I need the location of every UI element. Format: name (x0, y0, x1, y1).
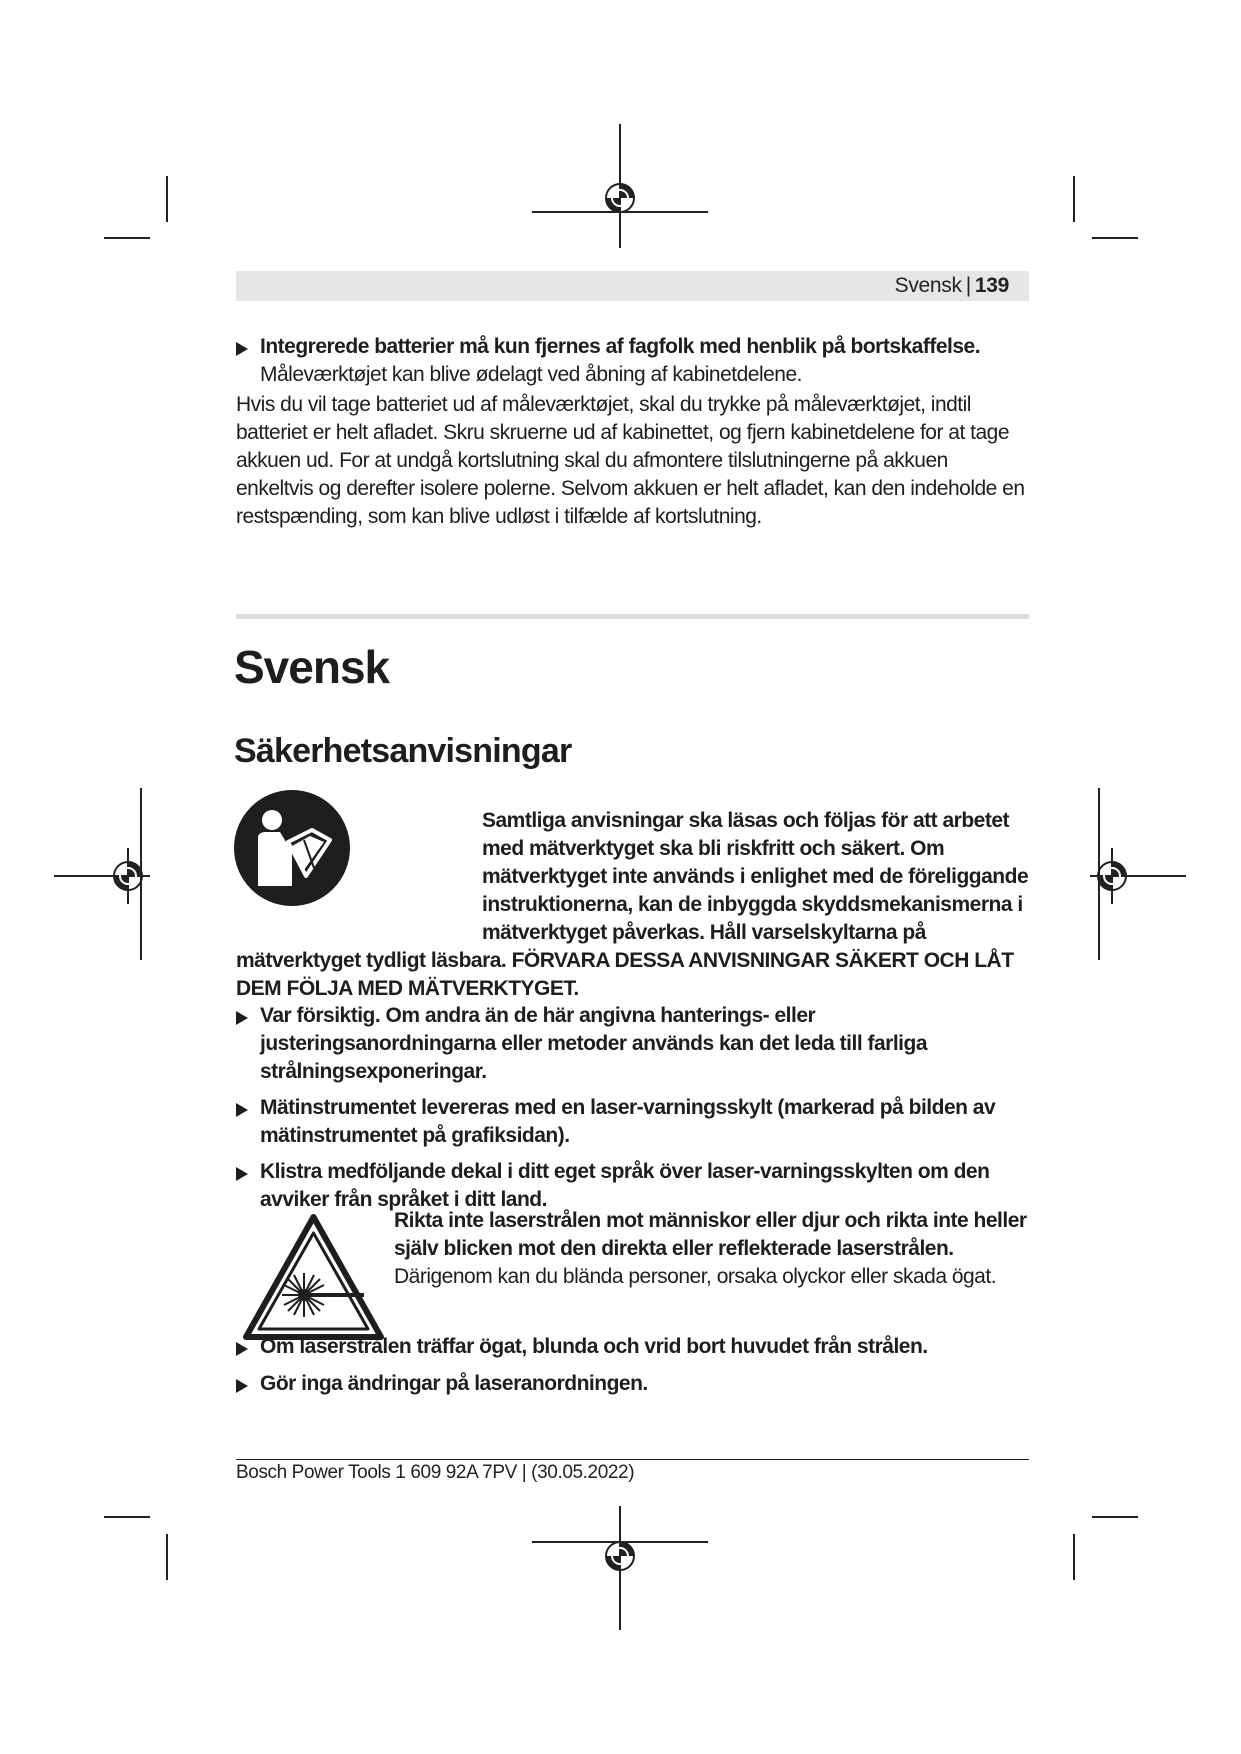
bullet-triangle-icon (236, 1379, 248, 1393)
laser-warning-bold: Rikta inte laserstrålen mot människor eller djur och rikta inte heller själv blicken mot den direkta eller reflekterade laserstrålen. (394, 1209, 1027, 1260)
crop-mark (166, 1534, 168, 1580)
footer-text: Bosch Power Tools 1 609 92A 7PV | (30.05.2022) (236, 1462, 635, 1483)
page-header (236, 271, 1029, 301)
crop-mark (1092, 237, 1138, 239)
bullet-triangle-icon (236, 1103, 248, 1117)
swedish-bullet-text: Om laserstrålen träffar ögat, blunda och vrid bort huvudet från strålen. (260, 1335, 928, 1358)
footer-rule (236, 1459, 1029, 1460)
crop-mark (104, 1516, 150, 1518)
swedish-bullet (236, 1158, 1029, 1214)
laser-warning-text (394, 1207, 1034, 1291)
swedish-intro-text: Samtliga anvisningar ska läsas och följas för att arbetet med mätverktyget ska bli riskfritt och säkert. Om mätverktyget inte används i enlighet med de föreliggande instruktionerna, kan de inbyggda skyddsmekanismerna i mätverktyget påverkas. Håll varselskyltarna på mätverktyget tydligt läsbara. FÖRVARA DESSA ANVISNINGAR SÄKERT OCH LÅT DEM FÖLJA MED MÄTVERKTYGET. (236, 809, 1029, 1000)
danish-bullet-rest: Måleværktøjet kan blive ødelagt ved åbning af kabinetdelene. (260, 363, 803, 386)
crop-mark (166, 176, 168, 222)
registration-mark-icon (532, 124, 708, 254)
bullet-triangle-icon (236, 1342, 248, 1356)
swedish-bullet (236, 1333, 1029, 1361)
bullet-triangle-icon (236, 1167, 248, 1181)
swedish-bullet-text: Mätinstrumentet levereras med en laser-varningsskylt (markerad på bilden av mätinstrumentet på grafiksidan). (260, 1096, 996, 1147)
registration-mark-icon (532, 1500, 708, 1630)
crop-mark (1092, 1516, 1138, 1518)
header-separator: | (965, 274, 971, 297)
laser-warning-rest: Därigenom kan du blända personer, orsaka olyckor eller skada ögat. (394, 1265, 997, 1288)
registration-mark-icon (1090, 842, 1186, 910)
bullet-triangle-icon (236, 1011, 248, 1025)
registration-mark-icon (54, 842, 150, 910)
icon-spacer (236, 807, 482, 939)
danish-bullet (236, 333, 1029, 389)
swedish-bullet-text: Gör inga ändringar på laseranordningen. (260, 1372, 648, 1395)
swedish-bullets (236, 1002, 1029, 1222)
section-subtitle: Säkerhetsanvisningar (234, 732, 572, 770)
crop-mark (104, 237, 150, 239)
swedish-bullets-after (236, 1333, 1029, 1406)
swedish-intro (236, 807, 1029, 1003)
danish-section (236, 333, 1029, 531)
swedish-bullet (236, 1370, 1029, 1398)
section-divider (236, 614, 1029, 619)
section-title: Svensk (234, 641, 390, 693)
danish-paragraph: Hvis du vil tage batteriet ud af måleværktøjet, skal du trykke på måleværktøjet, indtil batteriet er helt afladet. Skru skruerne ud af kabinettet, og fjern kabinetdelene for at tage akkuen ud. For at undgå kortslutning skal du afmontere tilslutningerne på akkuen enkeltvis og derefter isolere polerne. Selvom akkuen er helt afladet, kan den indeholde en restspænding, som kan blive udløst i tilfælde af kortslutning. (236, 393, 1025, 528)
header-label (895, 274, 1009, 298)
page-number: 139 (974, 274, 1009, 297)
swedish-bullet (236, 1094, 1029, 1150)
bullet-triangle-icon (236, 342, 248, 356)
swedish-bullet-text: Var försiktig. Om andra än de här angivna hanterings- eller justeringsanordningarna eller metoder används kan det leda till farliga strålningsexponeringar. (260, 1004, 928, 1083)
header-section: Svensk (894, 274, 962, 297)
laser-warning-icon (242, 1213, 385, 1341)
swedish-bullet-text: Klistra medföljande dekal i ditt eget språk över laser-varningsskylten om den avviker från språket i ditt land. (260, 1160, 990, 1211)
swedish-bullet (236, 1002, 1029, 1086)
crop-mark (1073, 176, 1075, 222)
crop-mark (1073, 1534, 1075, 1580)
danish-bullet-bold: Integrerede batterier må kun fjernes af fagfolk med henblik på bortskaffelse. (260, 335, 981, 358)
